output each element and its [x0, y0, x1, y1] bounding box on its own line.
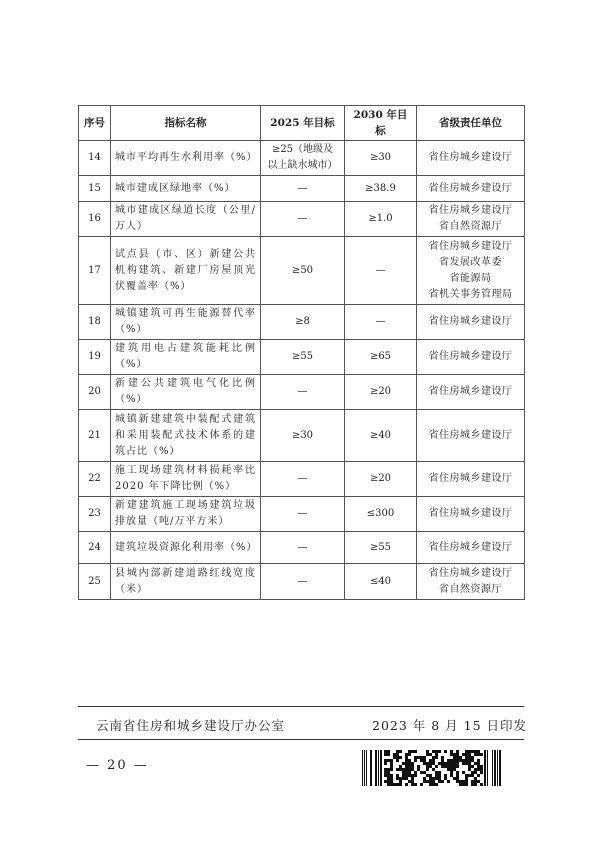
row-target-2025: — [261, 497, 345, 532]
row-no: 18 [79, 305, 111, 340]
row-responsible-unit: 省住房城乡建设厅 [417, 497, 525, 532]
row-target-2030: — [345, 237, 417, 305]
table-row [79, 237, 525, 305]
row-responsible-unit: 省住房城乡建设厅 省自然资源厅 [417, 202, 525, 237]
table-row [79, 305, 525, 340]
table-header-row [79, 106, 525, 141]
indicator-table [78, 105, 525, 600]
row-target-2030: — [345, 305, 417, 340]
row-target-2030: ≤300 [345, 497, 417, 532]
row-indicator-name: 施工现场建筑材料损耗率比 2020 年下降比例（%） [111, 462, 261, 497]
row-no: 20 [79, 375, 111, 410]
row-no: 25 [79, 564, 111, 600]
table-row [79, 532, 525, 564]
row-target-2030: ≤40 [345, 564, 417, 600]
row-target-2025: ≥25（地级及 以上缺水城市） [261, 141, 345, 176]
row-indicator-name: 新建公共建筑电气化比例（%） [111, 375, 261, 410]
row-indicator-name: 城市平均再生水利用率（%） [111, 141, 261, 176]
row-responsible-unit: 省住房城乡建设厅 [417, 462, 525, 497]
row-target-2025: — [261, 176, 345, 202]
table-row [79, 202, 525, 237]
row-responsible-unit: 省住房城乡建设厅 省自然资源厅 [417, 564, 525, 600]
row-responsible-unit: 省住房城乡建设厅 [417, 176, 525, 202]
row-no: 16 [79, 202, 111, 237]
row-indicator-name: 县城内部新建道路红线宽度（米） [111, 564, 261, 600]
row-no: 22 [79, 462, 111, 497]
row-target-2030: ≥1.0 [345, 202, 417, 237]
row-target-2025: ≥55 [261, 340, 345, 375]
table-row [79, 497, 525, 532]
row-responsible-unit: 省住房城乡建设厅 [417, 340, 525, 375]
row-target-2030: ≥30 [345, 141, 417, 176]
header-2025: 2025 年目标 [261, 106, 345, 141]
header-unit: 省级责任单位 [417, 106, 525, 141]
row-target-2025: ≥50 [261, 237, 345, 305]
page-number: — 20 — [86, 758, 149, 773]
row-responsible-unit: 省住房城乡建设厅 [417, 375, 525, 410]
header-name: 指标名称 [111, 106, 261, 141]
row-target-2025: — [261, 462, 345, 497]
row-target-2025: ≥8 [261, 305, 345, 340]
row-target-2025: — [261, 532, 345, 564]
row-target-2030: ≥38.9 [345, 176, 417, 202]
table-row [79, 176, 525, 202]
row-target-2030: ≥55 [345, 532, 417, 564]
row-responsible-unit: 省住房城乡建设厅 [417, 532, 525, 564]
header-2030: 2030 年目标 [345, 106, 417, 141]
row-indicator-name: 城镇新建建筑中装配式建筑和采用装配式技术体系的建筑占比（%） [111, 410, 261, 462]
header-no: 序号 [79, 106, 111, 141]
table-row [79, 410, 525, 462]
row-no: 15 [79, 176, 111, 202]
table-row [79, 462, 525, 497]
row-responsible-unit: 省住房城乡建设厅 [417, 141, 525, 176]
row-indicator-name: 新建建筑施工现场建筑垃圾排放量（吨/万平方米） [111, 497, 261, 532]
footer-date: 2023 年 8 月 15 日印发 [372, 718, 528, 733]
row-responsible-unit: 省住房城乡建设厅 [417, 410, 525, 462]
barcode-icon [362, 750, 504, 786]
row-no: 19 [79, 340, 111, 375]
row-target-2025: ≥30 [261, 410, 345, 462]
table-row [79, 340, 525, 375]
table-row [79, 375, 525, 410]
row-target-2025: — [261, 564, 345, 600]
table-row [79, 564, 525, 600]
footer-bottom-rule [78, 739, 524, 740]
row-target-2030: ≥20 [345, 462, 417, 497]
row-no: 21 [79, 410, 111, 462]
footer-issuer: 云南省住房和城乡建设厅办公室 [96, 718, 286, 733]
row-responsible-unit: 省住房城乡建设厅 省发展改革委 省能源局 省机关事务管理局 [417, 237, 525, 305]
row-target-2030: ≥40 [345, 410, 417, 462]
footer-top-rule [78, 706, 524, 707]
table-row [79, 141, 525, 176]
row-indicator-name: 城市建成区绿地率（%） [111, 176, 261, 202]
row-target-2030: ≥20 [345, 375, 417, 410]
row-indicator-name: 城镇建筑可再生能源替代率（%） [111, 305, 261, 340]
row-indicator-name: 试点县（市、区）新建公共机构建筑、新建厂房屋顶光伏覆盖率（%） [111, 237, 261, 305]
row-no: 17 [79, 237, 111, 305]
row-indicator-name: 建筑用电占建筑能耗比例（%） [111, 340, 261, 375]
row-indicator-name: 建筑垃圾资源化利用率（%） [111, 532, 261, 564]
row-indicator-name: 城市建成区绿道长度（公里/万人） [111, 202, 261, 237]
row-target-2030: ≥65 [345, 340, 417, 375]
row-no: 24 [79, 532, 111, 564]
row-target-2025: — [261, 375, 345, 410]
row-target-2025: — [261, 202, 345, 237]
row-no: 23 [79, 497, 111, 532]
row-no: 14 [79, 141, 111, 176]
row-responsible-unit: 省住房城乡建设厅 [417, 305, 525, 340]
